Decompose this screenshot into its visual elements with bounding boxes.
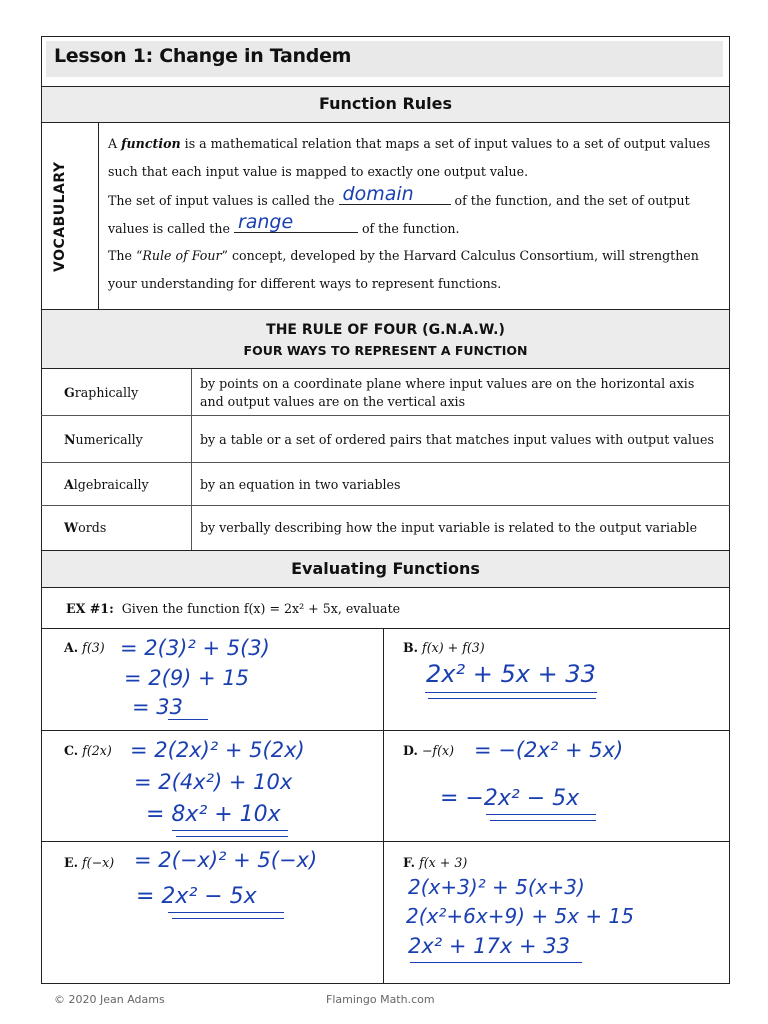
table-row-desc: by a table or a set of ordered pairs that matches input values with output values bbox=[200, 432, 714, 447]
divider bbox=[41, 462, 730, 463]
problem-b-label: B. f(x) + f(3) bbox=[403, 640, 485, 655]
answer-underline bbox=[428, 698, 596, 699]
table-row: Words bbox=[64, 520, 107, 535]
divider bbox=[41, 628, 730, 629]
problem-a-work-line: = 2(9) + 15 bbox=[124, 666, 250, 690]
example-prompt: EX #1: Given the function f(x) = 2x² + 5x, evaluate bbox=[66, 601, 401, 616]
problem-d-answer: = −2x² − 5x bbox=[440, 786, 580, 811]
rule-of-four-subtitle: FOUR WAYS TO REPRESENT A FUNCTION bbox=[243, 343, 528, 358]
problem-d-label: D. −f(x) bbox=[403, 743, 455, 758]
domain-blank[interactable] bbox=[339, 183, 451, 205]
site-credit: Flamingo Math.com bbox=[326, 993, 435, 1006]
divider bbox=[41, 505, 730, 506]
grid-center-divider bbox=[383, 629, 384, 984]
answer-underline bbox=[168, 719, 208, 720]
vocabulary-label: VOCABULARY bbox=[52, 161, 68, 272]
table-row-desc: by verbally describing how the input variable is related to the output variable bbox=[200, 520, 698, 535]
vocab-line-1: A function is a mathematical relation that maps a set of input values to a set of output values bbox=[108, 136, 711, 151]
section-band bbox=[42, 310, 729, 368]
divider bbox=[41, 730, 730, 731]
answer-underline bbox=[172, 918, 284, 919]
problem-c-label: C. f(2x) bbox=[64, 743, 112, 758]
vocab-divider bbox=[98, 123, 99, 309]
answer-underline bbox=[486, 814, 596, 815]
answer-underline bbox=[168, 912, 284, 913]
problem-f-label: F. f(x + 3) bbox=[403, 855, 468, 870]
range-blank[interactable] bbox=[234, 211, 358, 233]
function-rules-heading: Function Rules bbox=[318, 94, 453, 113]
lesson-title: Lesson 1: Change in Tandem bbox=[54, 45, 352, 67]
vocab-line-2: such that each input value is mapped to exactly one output value. bbox=[108, 164, 529, 179]
problem-b-answer: 2x² + 5x + 33 bbox=[426, 660, 596, 688]
problem-e-work-line: = 2(−x)² + 5(−x) bbox=[134, 848, 318, 872]
answer-underline bbox=[425, 692, 597, 693]
answer-underline bbox=[176, 836, 288, 837]
problem-c-answer: = 8x² + 10x bbox=[146, 802, 281, 827]
evaluating-functions-heading: Evaluating Functions bbox=[291, 559, 480, 578]
problem-c-work-line: = 2(4x²) + 10x bbox=[134, 770, 293, 794]
domain-answer: domain bbox=[342, 183, 414, 205]
answer-underline bbox=[410, 962, 582, 963]
problem-a-label: A. f(3) bbox=[64, 640, 105, 655]
vocab-line-6: your understanding for different ways to represent functions. bbox=[108, 276, 502, 291]
divider bbox=[41, 368, 730, 369]
divider bbox=[41, 587, 730, 588]
rule-of-four-title: THE RULE OF FOUR (G.N.A.W.) bbox=[266, 322, 505, 338]
problem-e-label: E. f(−x) bbox=[64, 855, 115, 870]
problem-f-answer: 2x² + 17x + 33 bbox=[408, 934, 570, 958]
table-row: Numerically bbox=[64, 432, 143, 447]
divider bbox=[41, 122, 730, 123]
problem-f-work-line: 2(x+3)² + 5(x+3) bbox=[408, 875, 585, 899]
table-column-divider bbox=[191, 369, 192, 550]
problem-c-work-line: = 2(2x)² + 5(2x) bbox=[130, 738, 305, 762]
range-answer: range bbox=[237, 211, 294, 233]
vocab-line-3: The set of input values is called the domain of the function, and the set of output bbox=[108, 183, 690, 208]
table-row-desc: by an equation in two variables bbox=[200, 477, 401, 492]
vocab-line-4: values is called the range of the function. bbox=[108, 211, 460, 236]
vocab-line-5: The “Rule of Four” concept, developed by the Harvard Calculus Consortium, will strengthen bbox=[108, 248, 699, 263]
table-row: Algebraically bbox=[64, 477, 149, 492]
answer-underline bbox=[490, 820, 596, 821]
divider bbox=[41, 841, 730, 842]
problem-e-answer: = 2x² − 5x bbox=[136, 884, 257, 909]
table-row-desc: by points on a coordinate plane where input values are on the horizontal axis and output values are on the vertical axis bbox=[200, 376, 695, 409]
problem-a-work-line: = 2(3)² + 5(3) bbox=[120, 636, 270, 660]
table-row: Graphically bbox=[64, 385, 139, 400]
problem-d-work-line: = −(2x² + 5x) bbox=[474, 738, 624, 762]
divider bbox=[41, 415, 730, 416]
problem-f-work-line: 2(x²+6x+9) + 5x + 15 bbox=[406, 904, 634, 928]
answer-underline bbox=[172, 830, 288, 831]
problem-a-answer: = 33 bbox=[132, 695, 183, 719]
copyright: © 2020 Jean Adams bbox=[54, 993, 165, 1006]
